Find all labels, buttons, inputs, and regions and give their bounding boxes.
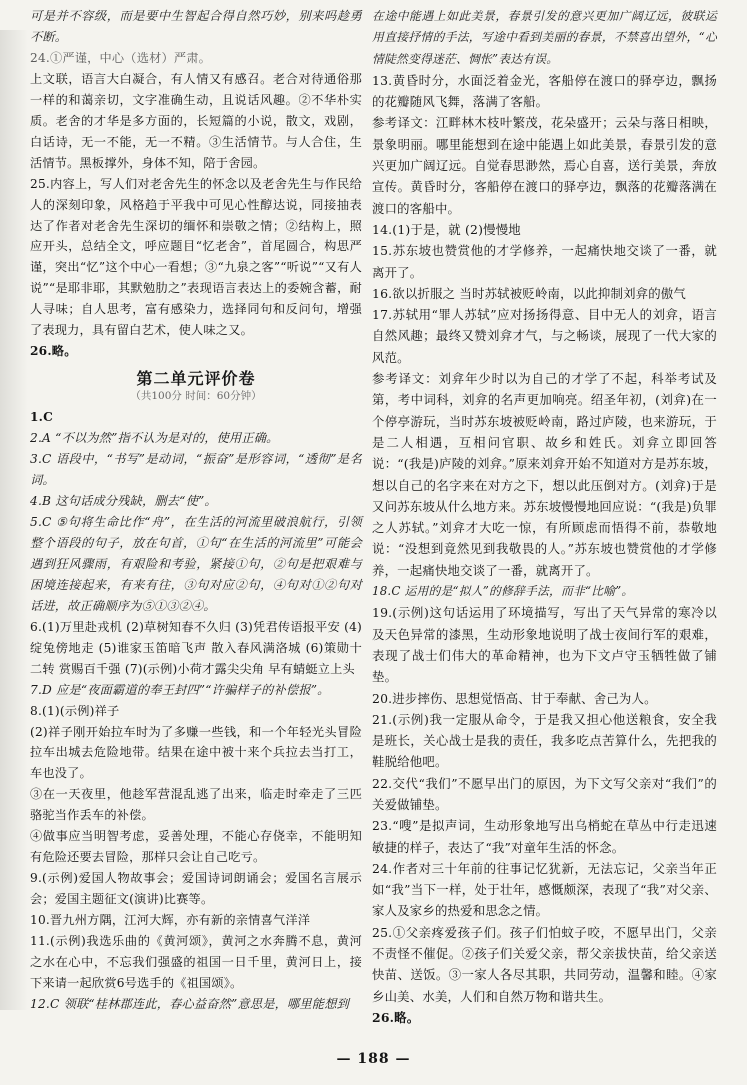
answer-paragraph: 9.(示例)爱国人物故事会；爱国诗词朗诵会；爱国名言展示会；爱国主题征文(演讲)比赛等。 [30, 871, 362, 907]
answer-paragraph: 7.D 应是“夜面霸道的奉王封四”“许骗样子的补偿报”。 [30, 682, 330, 697]
answer-paragraph: 19.(示例)这句话运用了环境描写，写出了天气异常的寒冷以及天色异常的漆黑，生动形象地说明了战士夜间行军的艰难，表现了战士们伟大的革命精神，也为下文卢守玉牺牲做了铺垫。 [372, 605, 717, 685]
answer-paragraph: 2.A “不以为然”指不认为是对的，使用正确。 [30, 431, 279, 446]
answer-paragraph: 5.C ⑤句将生命比作“舟”，在生活的河流里破浪航行，引领整个语段的句子，放在句首，①句“在生活的河流里”可能会遇到狂风骤雨，有艰险和考验，紧接①句，②句是把艰难与困境连接起来，有来有往，③句对应②句，④句对①②句对话进，故正确顺序为⑤①③②④。 [30, 514, 362, 613]
answer-paragraph: 11.(示例)我选乐曲的《黄河颂》，黄河之水奔腾不息，黄河之水在心中，不忘我们强盛的祖国一日千里，黄河日上，接下来请一起欣赏6号选手的《祖国颂》。 [30, 934, 362, 990]
answer-paragraph: 25.内容上，写人们对老舍先生的怀念以及老舍先生与作民给人的深刻印象，风格趋于平我中可见心性醇达说，同接抽表达了作者对老舍先生深切的缅怀和崇敬之情；②结构上，照应开头，总结全文，呼应题目“忆老舍”，首尾圆合，构思严谨，突出“忆”这个中心一看想；③“九泉之客”“听说”“又有人说”“是耶非耶，其默勉肋之”表现语言表达上的委婉含蓄，耐人寻味；自人思考，富有感染力，选择同句和反问句，增强了表现力，具有留白艺术，使人味之又。 [30, 176, 362, 338]
section-title: 第二单元评价卷 [136, 369, 256, 389]
answer-paragraph: 12.C 领联“桂林郡连此，春心益奋然”意思是，哪里能想到 [30, 996, 349, 1011]
answer-paragraph: 20.进步摔伤、思想觉悟高、甘于奉献、舍己为人。 [372, 690, 657, 706]
answer-paragraph: 1.C [30, 410, 54, 425]
answer-paragraph: 25.①父亲疼爱孩子们。孩子们怕蚊子咬，不愿早出门，父亲不责怪不催促。②孩子们关爱父亲，帮父亲拔快苗，给父亲送快苗、送饭。③一家人各尽其职，共同劳动，温馨和睦。④家乡山美、水美，人们和自然万物和谐共生。 [372, 924, 717, 1004]
answer-paragraph: 18.C 运用的是“拟人”的修辞手法，而非“比喻”。 [372, 584, 634, 599]
answer-paragraph: 26.略。 [30, 344, 77, 359]
answer-paragraph: ③在一天夜里，他趁军营混乱逃了出来，临走时牵走了三匹骆驼当作丢车的补偿。 [30, 787, 362, 823]
answer-paragraph: 上文联，语言大白凝合，有人情又有感召。老合对待通俗那一样的和蔼亲切，文字准确生动，且说话风趣。②不华朴实质。老舍的才华是多方面的，长短篇的小说，散文，戏剧，白话诗，无一不能，无一不精。③生活情节。与人合住，生活情节。黑板撑外，身体不知，陪于舍园。 [30, 71, 362, 170]
answer-paragraph: 3.C 语段中，“书写”是动词，“振奋”是形容词，“透彻”是名词。 [30, 452, 362, 488]
left-column [30, 6, 362, 1015]
answer-paragraph: 23.“嗖”是拟声词，生动形象地写出乌梢蛇在草丛中行走迅速敏捷的样子，表达了“我”对童年生活的怀念。 [372, 818, 717, 855]
right-column [372, 6, 717, 1028]
answer-paragraph: 21.(示例)我一定服从命令，于是我又担心他送粮食，安全我是班长，关心战士是我的责任，我多吃点苦算什么，先把我的鞋脱给他吧。 [372, 711, 717, 770]
scan-shadow [0, 30, 28, 1010]
answer-paragraph: 4.B 这句话成分残缺，删去“使”。 [30, 494, 217, 509]
answer-paragraph: 在途中能遇上如此美景，春景引发的意兴更加广阔辽远，彼联运用直接抒情的手法，写途中看到美丽的春景，不禁喜出望外，“心情陡然变得迷茫、惆怅”表达有误。 [372, 9, 717, 66]
page-number: — 188 — [336, 1051, 411, 1067]
answer-paragraph: 8.(1)(示例)祥子 [30, 703, 120, 718]
answer-paragraph: 14.(1)于是，就 (2)慢慢地 [372, 221, 521, 237]
answer-paragraph: 15.苏东坡也赞赏他的才学修养，一起痛快地交谈了一番，就离开了。 [372, 243, 717, 280]
answer-paragraph: 6.(1)万里赴戎机 (2)草树知春不久归 (3)凭君传语报平安 (4)绽兔傍地走 (5)谁家玉笛暗飞声 散入春风满洛城 (6)策勋十二转 赏赐百千强 (7)(示例)小荷才露尖尖角 早有蜻蜓立上头 [30, 619, 362, 676]
answer-paragraph: (2)祥子刚开始拉车时为了多赚一些钱，和一个年轻光头冒险拉车出城去危险地带。结果在途中被十来个兵拉去当打工，车也没了。 [30, 724, 362, 781]
section-subtitle: （共100分 时间：60分钟） [130, 390, 262, 403]
answer-paragraph: 13.黄昏时分，水面泛着金光，客船停在渡口的驿亭边，飘扬的花瓣随风飞舞，落满了客船。 [372, 72, 717, 110]
answer-paragraph: 24.①严谨，中心（选材）严肃。 [30, 50, 212, 65]
answer-paragraph: 22.交代“我们”不愿早出门的原因，为下文写父亲对“我们”的关爱做铺垫。 [372, 775, 717, 812]
answer-paragraph: 可是并不容级，而是要中生智起合得自然巧妙，别来吗趁勇不断。 [30, 9, 362, 44]
answer-paragraph: 参考译文：刘弇年少时以为自己的才学了不起，科举考试及第，考中词科，刘弇的名声更加响亮。绍圣年初，(刘弇)在一个停亭游玩，当时苏东坡被贬岭南，路过庐陵，也来游玩，于是二人相遇，互相问官职、故乡和姓氏。刘弇立即回答说：“(我是)庐陵的刘弇。”原来刘弇开始不知道对方是苏东坡，想以自己的名字来在对方之下，想以此压倒对方。(刘弇)于是又问苏东坡从什么地方来。苏东坡慢慢地回应说：“(我是)负罪之人苏轼。”刘弇才大吃一惊，有所顾虑而悟得不前，恭敬地说：“没想到竟然见到我敬畏的人。”苏东坡也赞赏他的才学修养，一起痛快地交谈了一番，就离开了。 [372, 371, 717, 578]
answer-paragraph: 16.欲以折服之 当时苏轼被贬岭南，以此抑制刘弇的傲气 [372, 285, 687, 301]
answer-paragraph: 10.晋九州方隅，江河大辉，亦有新的亲情喜气洋洋 [30, 913, 311, 928]
answer-paragraph: 参考译文：江畔林木枝叶繁茂，花朵盛开；云朵与落日相映，景象明丽。哪里能想到在途中能遇上如此美景，春景引发的意兴更加广阔辽远。自觉春思渺然，焉心自喜，送行美景，奔放宣传。黄昏时分，客船停在渡口的驿亭边，飘落的花瓣落满在渡口的客船中。 [372, 115, 717, 216]
answer-paragraph: 24.作者对三十年前的往事记忆犹新，无法忘记，父亲当年正如“我”当下一样，处于壮年，感慨颇深，表现了“我”对父亲、家人及家乡的热爱和思念之情。 [372, 860, 717, 919]
answer-paragraph: 17.苏轼用“罪人苏轼”应对扬扬得意、目中无人的刘弇，语言自然风趣；最终又赞刘弇才气，与之畅谈，展现了一代大家的风范。 [372, 307, 717, 365]
answer-paragraph: 26.略。 [372, 1009, 420, 1025]
answer-paragraph: ④做事应当明智考虑，妥善处理，不能心存侥幸，不能明知有危险还要去冒险，那样只会让自己吃亏。 [30, 829, 362, 865]
